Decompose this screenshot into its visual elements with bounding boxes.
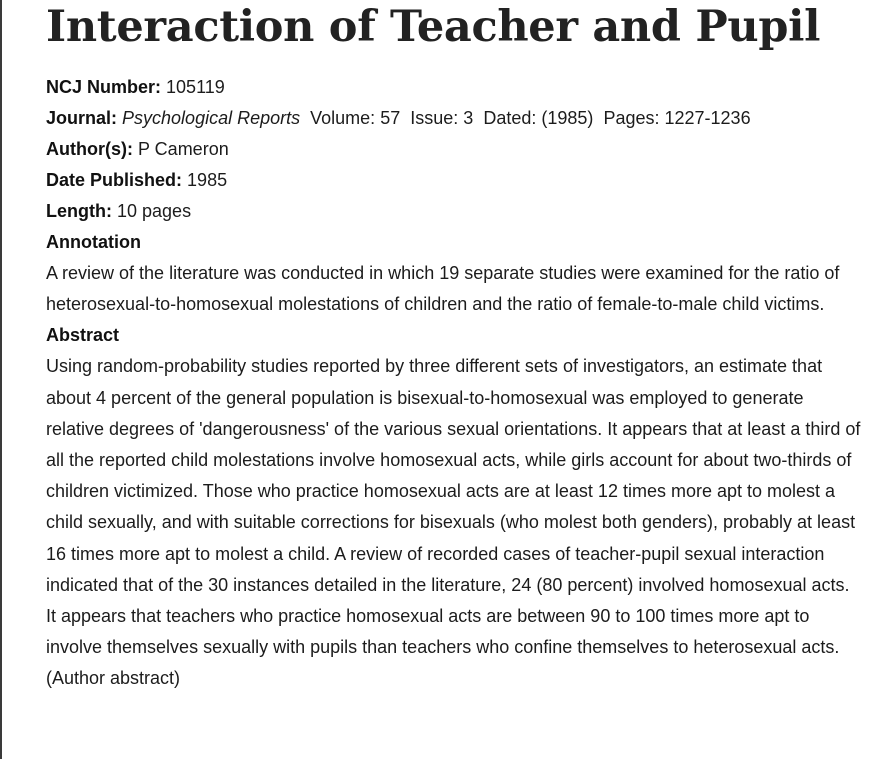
length-value: 10 pages bbox=[117, 201, 192, 221]
length-row bbox=[46, 196, 866, 227]
journal-label: Journal: bbox=[46, 108, 118, 128]
issue-label: Issue: bbox=[410, 108, 459, 128]
authors-row bbox=[46, 134, 866, 165]
authors-label: Author(s): bbox=[46, 139, 133, 159]
date-published-row bbox=[46, 165, 866, 196]
pages-value: 1227-1236 bbox=[664, 108, 751, 128]
left-border bbox=[0, 0, 2, 759]
dated-label: Dated: bbox=[483, 108, 537, 128]
length-label: Length: bbox=[46, 201, 112, 221]
authors-value: P Cameron bbox=[138, 139, 229, 159]
document-page bbox=[46, 0, 866, 695]
ncj-number-row bbox=[46, 72, 866, 103]
date-published-label: Date Published: bbox=[46, 170, 183, 190]
pages-label: Pages: bbox=[603, 108, 660, 128]
annotation-text: A review of the literature was conducted in which 19 separate studies were examined for the ratio of heterosexual-to-homosexual molestations of children and the ratio of female-to-male child victims. bbox=[46, 263, 840, 315]
page-title: Interaction of Teacher and Pupil bbox=[46, 2, 821, 52]
volume-value: 57 bbox=[380, 108, 401, 128]
journal-row bbox=[46, 103, 866, 134]
ncj-number-label: NCJ Number: bbox=[46, 77, 162, 97]
date-published-value: 1985 bbox=[187, 170, 228, 190]
dated-value: (1985) bbox=[541, 108, 594, 128]
abstract-heading: Abstract bbox=[46, 325, 120, 346]
ncj-number-value: 105119 bbox=[166, 77, 225, 97]
metadata-block bbox=[46, 72, 866, 227]
abstract-text: Using random-probability studies reported by three different sets of investigators, an estimate that about 4 percent of the general population is bisexual-to-homosexual was employed to generate relative degrees of 'dangerousness' of the various sexual orientations. It appears that at least a third of all the reported child molestations involve homosexual acts, while girls account for about two-thirds of children victimized. Those who practice homosexual acts are at least 12 times more apt to molest a child sexually, and with suitable corrections for bisexuals (who molest both genders), probably at least 16 times more apt to molest a child. A review of recorded cases of teacher-pupil sexual interaction indicated that of the 30 instances detailed in the literature, 24 (80 percent) involved homosexual acts. It appears that teachers who practice homosexual acts are between 90 to 100 times more apt to involve themselves sexually with pupils than teachers who confine themselves to heterosexual acts. (Author abstract) bbox=[46, 356, 861, 689]
volume-label: Volume: bbox=[310, 108, 376, 128]
annotation-heading: Annotation bbox=[46, 232, 141, 252]
journal-name: Psychological Reports bbox=[122, 108, 301, 128]
issue-value: 3 bbox=[463, 108, 474, 128]
